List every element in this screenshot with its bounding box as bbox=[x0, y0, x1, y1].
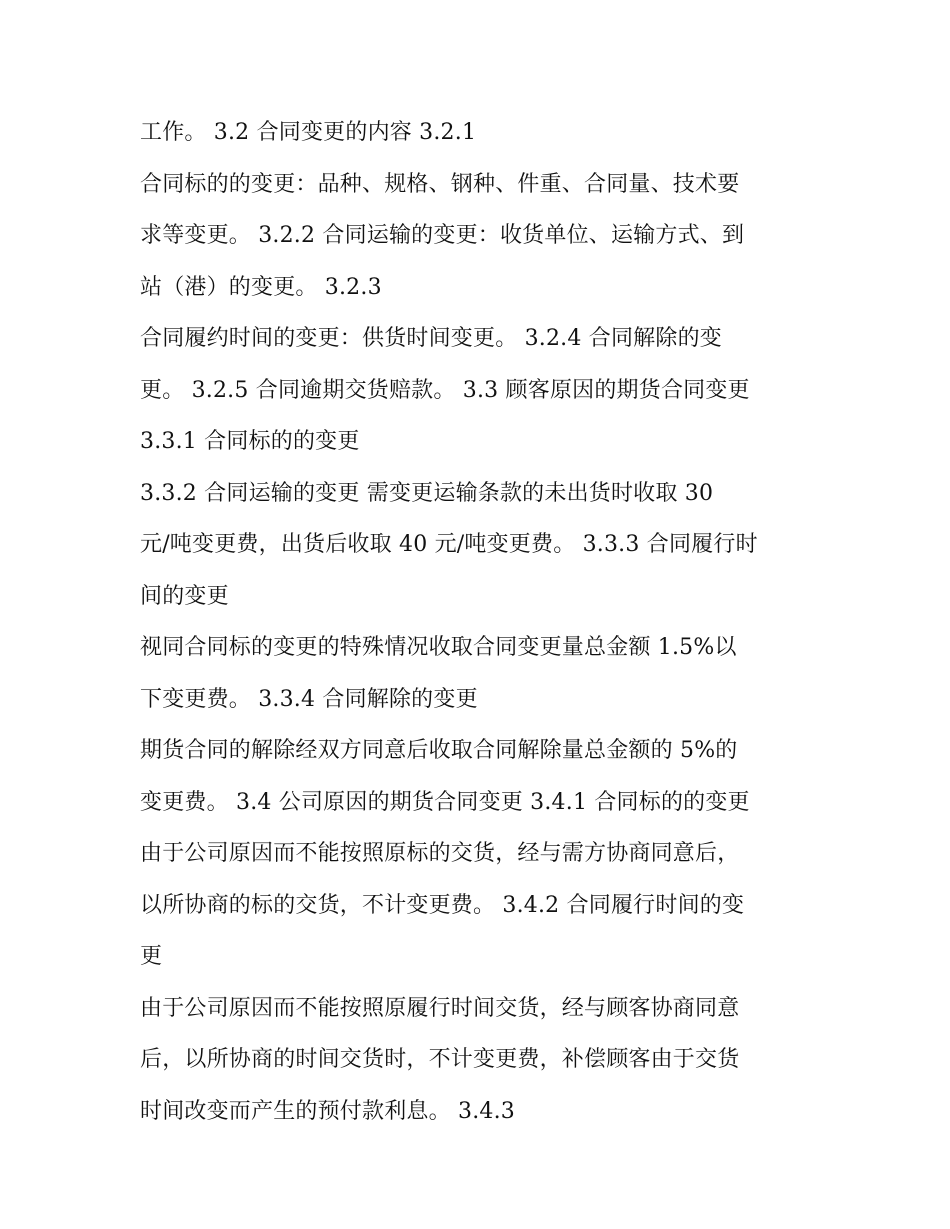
text-line: 由于公司原因而不能按照原标的交货，经与需方协商同意后， bbox=[140, 841, 740, 866]
text-line: 视同合同标的变更的特殊情况收取合同变更量总金额 1.5%以 bbox=[140, 635, 737, 660]
text-line: 时间改变而产生的预付款利息。 3.4.3 bbox=[140, 1098, 515, 1124]
text-line: 以所协商的标的交货，不计变更费。 3.4.2 合同履行时间的变 bbox=[140, 892, 745, 918]
text-line: 更。 3.2.5 合同逾期交货赔款。 3.3 顾客原因的期货合同变更 bbox=[140, 377, 750, 403]
text-line: 间的变更 bbox=[140, 583, 229, 609]
text-line: 更 bbox=[140, 944, 163, 969]
text-line: 3.3.2 合同运输的变更 需变更运输条款的未出货时收取 30 bbox=[140, 480, 714, 506]
text-line: 元/吨变更费，出货后收取 40 元/吨变更费。 3.3.3 合同履行时 bbox=[140, 532, 758, 557]
text-line: 由于公司原因而不能按照原履行时间交货，经与顾客协商同意 bbox=[140, 995, 740, 1021]
text-line: 期货合同的解除经双方同意后收取合同解除量总金额的 5%的 bbox=[140, 738, 738, 763]
text-line: 变更费。 3.4 公司原因的期货合同变更 3.4.1 合同标的的变更 bbox=[140, 789, 750, 815]
document-body bbox=[140, 107, 830, 1137]
text-line: 下变更费。 3.3.4 合同解除的变更 bbox=[140, 686, 478, 712]
text-line: 求等变更。 3.2.2 合同运输的变更：收货单位、运输方式、到 bbox=[140, 223, 745, 248]
text-line: 后，以所协商的时间交货时，不计变更费，补偿顾客由于交货 bbox=[140, 1047, 740, 1072]
text-line: 合同履约时间的变更：供货时间变更。 3.2.4 合同解除的变 bbox=[140, 326, 722, 351]
text-line: 工作。 3.2 合同变更的内容 3.2.1 bbox=[140, 120, 477, 145]
text-line: 合同标的的变更：品种、规格、钢种、件重、合同量、技术要 bbox=[140, 171, 740, 197]
text-line: 3.3.1 合同标的的变更 bbox=[140, 429, 360, 454]
text-line: 站（港）的变更。 3.2.3 bbox=[140, 274, 382, 300]
